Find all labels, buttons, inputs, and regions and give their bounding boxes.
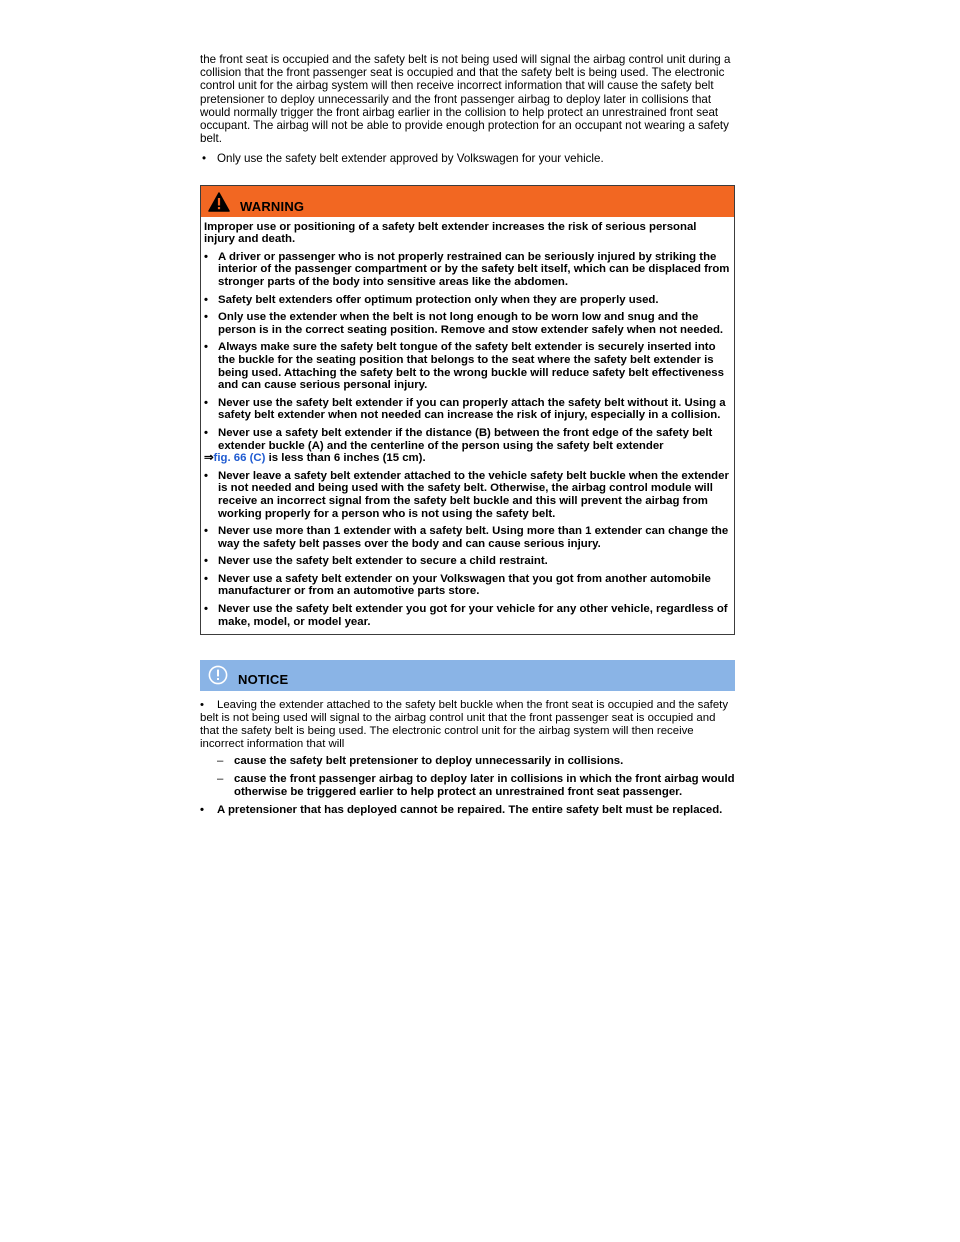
bullet-glyph: • <box>204 250 208 263</box>
bullet-glyph: • <box>204 341 208 354</box>
warning-item-text: Never use more than 1 extender with a safety belt. Using more than 1 extender can change the way the safety belt passes over the body and can cause serious injury. <box>218 525 729 550</box>
ref-rest-text: is less than 6 inches (15 cm). <box>265 452 426 465</box>
ref-arrow: ⇒ <box>204 452 214 465</box>
warning-item-text: Only use the extender when the belt is not long enough to be worn low and snug and the person is in the correct seating position. Remove and stow extender safely when not needed. <box>218 311 724 336</box>
notice-header <box>200 660 735 691</box>
bullet-glyph: • <box>204 426 208 439</box>
notice-dash-text: cause the front passenger airbag to deploy later in collisions in which the front airbag would otherwise be triggered earlier to help protect an unrestrained front seat passenger. <box>234 773 735 799</box>
notice-bullet-text: A pretensioner that has deployed cannot be repaired. The entire safety belt must be replaced. <box>217 803 723 816</box>
figure-reference-line <box>204 452 730 465</box>
notice-dash-text: cause the safety belt pretensioner to deploy unnecessarily in collisions. <box>234 755 624 768</box>
notice-bullet-text: Leaving the extender attached to the safety belt buckle when the front seat is occupied and the safety belt is not being used will signal to the airbag control unit that the front passenger seat is occupied and that the safety belt is being used. The electronic control unit for the airbag system will then receive incorrect information that will <box>200 699 729 750</box>
intro-bullet <box>200 152 735 165</box>
exclamation-circle-icon <box>208 665 228 685</box>
bullet-glyph: • <box>204 469 208 482</box>
warning-item-text: Never use the safety belt extender if you can properly attach the safety belt without it. Using a safety belt extender when not needed can increase the risk of injury, especially in a collision. <box>218 396 726 422</box>
bullet-glyph: • <box>204 293 208 306</box>
warning-item <box>204 311 730 336</box>
intro-paragraph: the front seat is occupied and the safety belt is not being used will signal the airbag control unit during a collision that the front passenger seat is occupied and that the safety belt is being used. The electronic control unit for the airbag system will then receive incorrect information that will cause the safety belt pretensioner to deploy unnecessarily and the front passenger airbag to deploy later in collisions that would normally trigger the front airbag earlier in the collision to help protect an unrestrained front seat occupant. The airbag will not be able to provide enough protection for an occupant not wearing a safety belt. <box>200 53 731 146</box>
warning-item <box>204 525 730 550</box>
notice-bullet <box>200 804 735 817</box>
notice-dash-item <box>217 773 735 799</box>
bullet-glyph: • <box>204 603 208 616</box>
notice-bullet <box>200 699 735 750</box>
warning-triangle-icon <box>208 192 230 212</box>
warning-item-text: A driver or passenger who is not properly restrained can be seriously injured by striking the interior of the passenger compartment or by the safety belt itself, which can be displaced from stronger parts of the body into sensitive areas like the abdomen. <box>218 250 730 288</box>
bullet-glyph: • <box>204 311 208 324</box>
warning-lead: Improper use or positioning of a safety belt extender increases the risk of serious personal injury and death. <box>204 220 697 246</box>
warning-item <box>204 341 730 391</box>
bullet-glyph: • <box>200 699 204 712</box>
warning-item-text: Never leave a safety belt extender attached to the vehicle safety belt buckle when the extender is not needed and being used with the safety belt. Otherwise, the airbag control module will receive an incorrect signal from the safety belt buckle and this will prevent the airbag from working properly for a person who is not using the safety belt. <box>218 469 729 520</box>
bullet-glyph: • <box>204 525 208 538</box>
figure-reference-link[interactable]: fig. 66 (C) <box>213 452 266 465</box>
warning-item-text: Never use the safety belt extender you got for your vehicle for any other vehicle, regardless of make, model, or model year. <box>218 603 728 628</box>
warning-item-text: Never use a safety belt extender on your Volkswagen that you got from another automobile manufacturer or from an automotive parts store. <box>218 572 711 598</box>
warning-item <box>204 603 730 628</box>
warning-item <box>204 555 730 568</box>
dash-glyph: – <box>217 755 224 768</box>
warning-item-text: Never use a safety belt extender if the distance (B) between the front edge of the safety belt extender buckle (A) and the centerline of the person using the safety belt extender <box>218 426 713 452</box>
bullet-glyph: • <box>204 555 208 568</box>
warning-item <box>204 397 730 422</box>
bullet-glyph: • <box>202 152 207 166</box>
warning-item <box>204 294 730 307</box>
bullet-glyph: • <box>200 803 204 816</box>
intro-bullet-text: Only use the safety belt extender approved by Volkswagen for your vehicle. <box>217 152 604 166</box>
warning-box <box>200 185 735 636</box>
bullet-glyph: • <box>204 396 208 409</box>
warning-item <box>204 470 730 520</box>
warning-header <box>201 186 734 217</box>
notice-body <box>200 691 735 816</box>
notice-title: NOTICE <box>238 672 289 688</box>
notice-dash-item <box>217 755 735 768</box>
bullet-glyph: • <box>204 572 208 585</box>
warning-item-text: Never use the safety belt extender to secure a child restraint. <box>218 555 548 568</box>
manual-page <box>200 53 735 817</box>
warning-title: WARNING <box>240 198 305 214</box>
warning-item <box>204 427 730 452</box>
dash-glyph: – <box>217 773 224 786</box>
warning-item <box>204 573 730 598</box>
warning-item <box>204 251 730 289</box>
warning-item-text: Safety belt extenders offer optimum protection only when they are properly used. <box>218 293 659 306</box>
warning-body <box>201 217 734 635</box>
warning-item-text: Always make sure the safety belt tongue of the safety belt extender is securely inserted into the buckle for the seating position that belongs to the seat where the safety belt extender is being used. Attaching the safety belt to the wrong buckle will reduce safety belt effectiveness and can cause serious personal injury. <box>218 341 724 392</box>
